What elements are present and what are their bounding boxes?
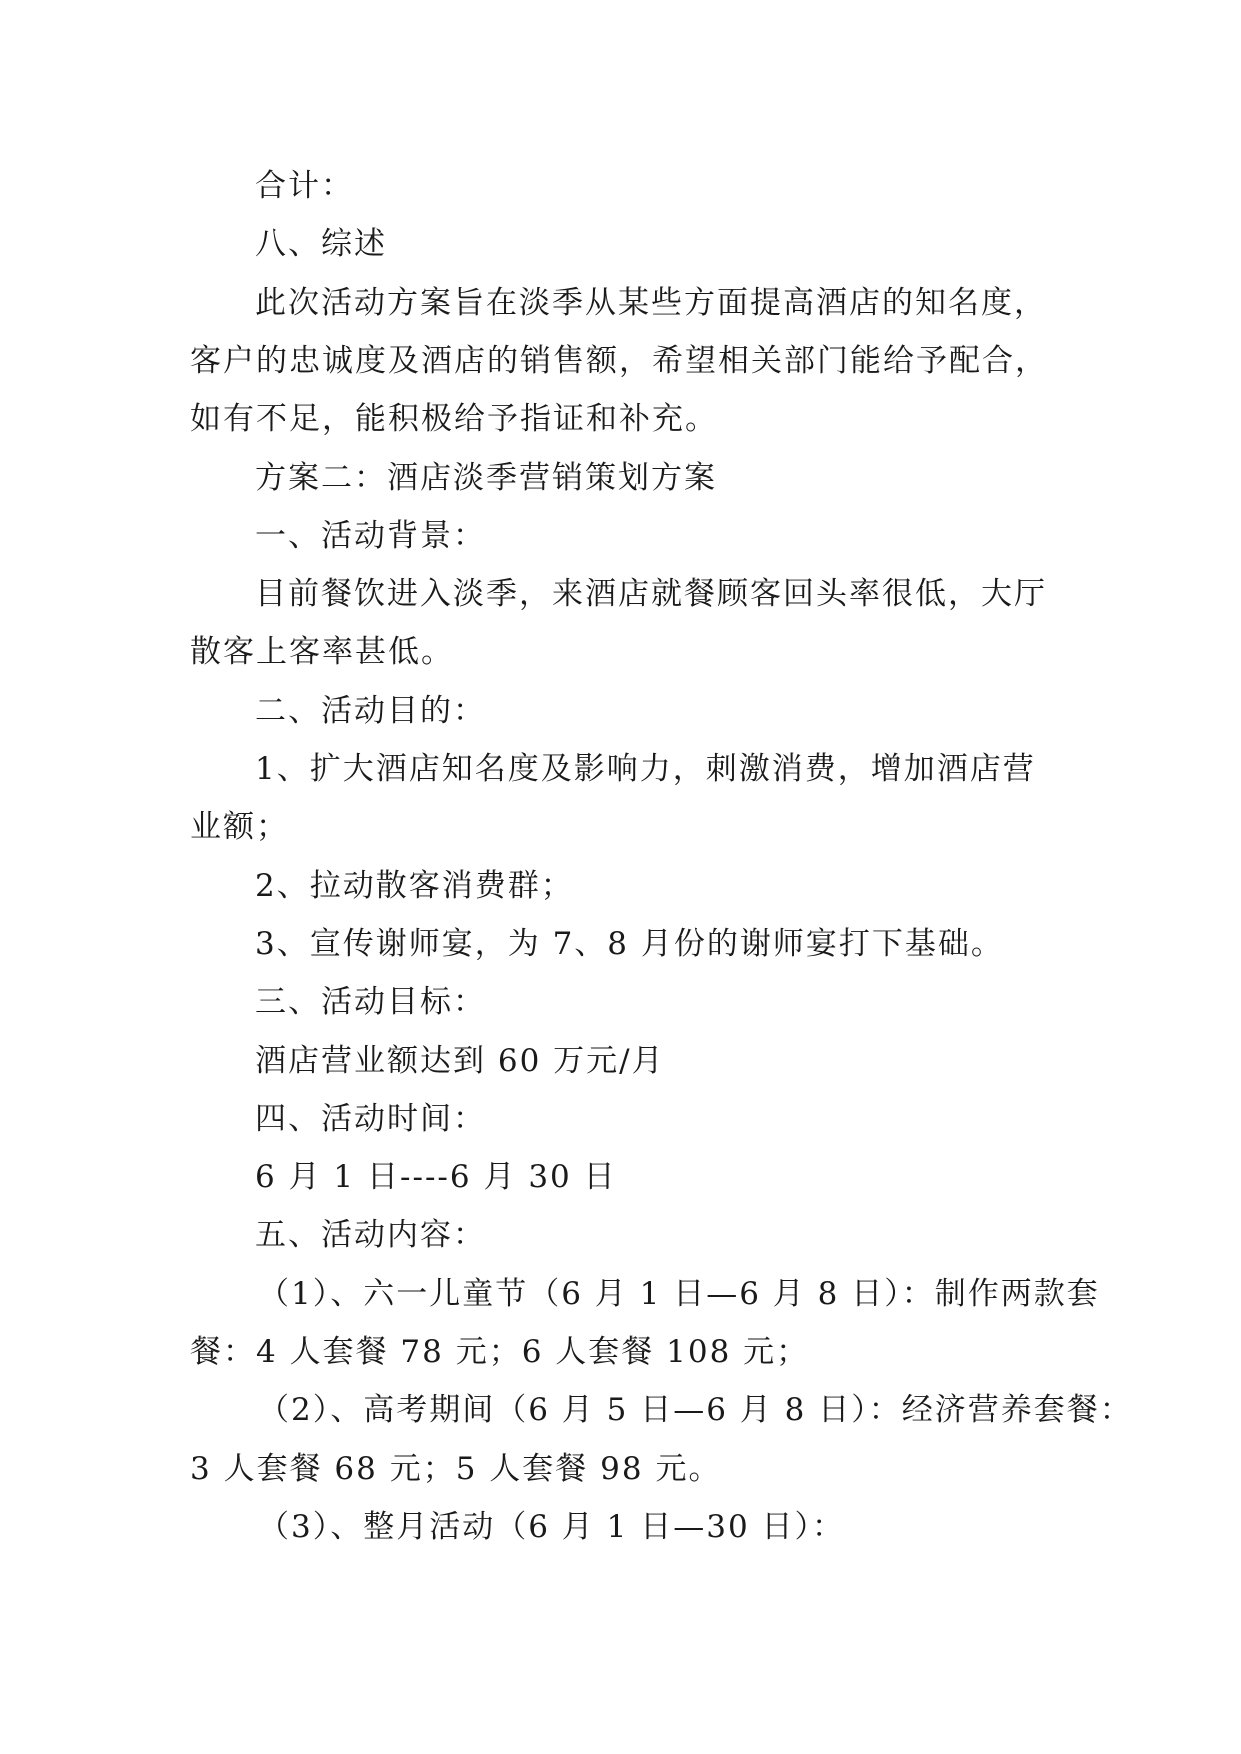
paragraph-line: 6 月 1 日----6 月 30 日 xyxy=(255,1159,617,1195)
list-item: （1）、六一儿童节（6 月 1 日—6 月 8 日）：制作两款套 xyxy=(258,1276,1100,1312)
heading-purpose: 二、活动目的： xyxy=(255,693,486,729)
list-item-continuation: 业额； xyxy=(190,809,289,845)
heading-total: 合计： xyxy=(255,168,354,204)
heading-background: 一、活动背景： xyxy=(255,518,486,554)
list-item-continuation: 3 人套餐 68 元；5 人套餐 98 元。 xyxy=(190,1451,722,1487)
list-item: （2）、高考期间（6 月 5 日—6 月 8 日）：经济营养套餐： xyxy=(258,1392,1133,1428)
list-item: 3、宣传谢师宴，为 7、8 月份的谢师宴打下基础。 xyxy=(255,926,1004,962)
paragraph-line: 此次活动方案旨在淡季从某些方面提高酒店的知名度， xyxy=(255,285,1047,321)
list-item: 1、扩大酒店知名度及影响力，刺激消费，增加酒店营 xyxy=(255,751,1036,787)
paragraph-line: 如有不足，能积极给予指证和补充。 xyxy=(190,401,718,437)
paragraph-line: 酒店营业额达到 60 万元/月 xyxy=(255,1043,665,1079)
heading-goal: 三、活动目标： xyxy=(255,984,486,1020)
heading-content: 五、活动内容： xyxy=(255,1217,486,1253)
heading-time: 四、活动时间： xyxy=(255,1101,486,1137)
paragraph-line: 散客上客率甚低。 xyxy=(190,634,454,670)
plan-title: 方案二：酒店淡季营销策划方案 xyxy=(255,460,717,496)
list-item-continuation: 餐：4 人套餐 78 元；6 人套餐 108 元； xyxy=(190,1334,810,1370)
list-item: 2、拉动散客消费群； xyxy=(255,868,574,904)
paragraph-line: 目前餐饮进入淡季，来酒店就餐顾客回头率很低，大厅 xyxy=(255,576,1047,612)
paragraph-line: 客户的忠诚度及酒店的销售额，希望相关部门能给予配合， xyxy=(190,343,1048,379)
list-item: （3）、整月活动（6 月 1 日—30 日）： xyxy=(258,1509,846,1545)
heading-summary: 八、综述 xyxy=(255,226,387,262)
